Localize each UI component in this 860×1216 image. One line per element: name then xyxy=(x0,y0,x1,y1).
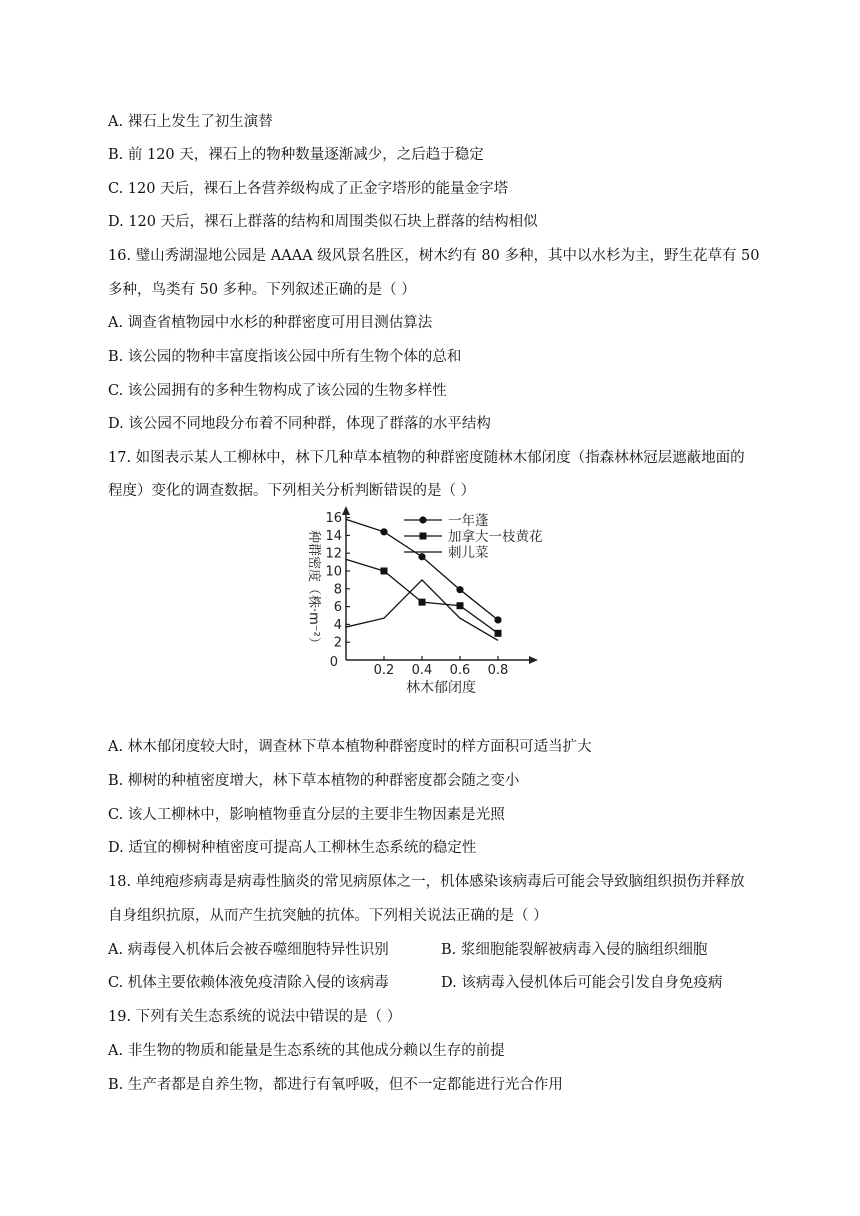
q19-option-b: B. 生产者都是自养生物，都进行有氧呼吸，但不一定都能进行光合作用 xyxy=(108,1077,563,1093)
y-tick-label-8: 16 xyxy=(325,511,342,527)
chart-legend xyxy=(404,512,543,561)
series-1-point-2 xyxy=(418,553,425,560)
series-1-point-4 xyxy=(494,616,501,623)
x-tick-label-1: 0.4 xyxy=(411,663,433,678)
y-tick-label-3: 6 xyxy=(333,600,342,616)
q16-option-d: D. 该公园不同地段分布着不同种群，体现了群落的水平结构 xyxy=(108,416,491,432)
series-1-point-3 xyxy=(456,586,463,593)
y-tick-label-4: 8 xyxy=(333,582,342,598)
q15-option-a: A. 裸石上发生了初生演替 xyxy=(108,114,273,130)
q19-option-a: A. 非生物的物质和能量是生态系统的其他成分赖以生存的前提 xyxy=(108,1043,505,1059)
series-line-3 xyxy=(346,580,498,641)
q16-option-a: A. 调查省植物园中水杉的种群密度可用目测估算法 xyxy=(108,315,433,331)
legend-label-series-2: 加拿大一枝黄花 xyxy=(448,529,543,545)
legend-label-series-1: 一年蓬 xyxy=(448,513,489,529)
population-density-chart xyxy=(296,500,566,700)
series-2-point-2 xyxy=(419,599,426,606)
x-axis-label: 林木郁闭度 xyxy=(406,680,476,696)
q19-stem: 19. 下列有关生态系统的说法中错误的是（ ） xyxy=(108,1009,402,1025)
q18-option-d: D. 该病毒入侵机体后可能会引发自身免疫病 xyxy=(441,975,723,991)
y-tick-label-5: 10 xyxy=(325,564,342,580)
q18-option-a: A. 病毒侵入机体后会被吞噬细胞特异性识别 xyxy=(108,942,389,958)
series-2-point-1 xyxy=(381,568,388,575)
q17-option-b: B. 柳树的种植密度增大，林下草本植物的种群密度都会随之变小 xyxy=(108,773,520,789)
y-axis-label: 种群密度（株·m⁻²） xyxy=(306,530,321,650)
y-tick-label-1: 2 xyxy=(333,635,342,651)
legend-marker-circle xyxy=(419,516,426,523)
series-2-point-4 xyxy=(495,630,502,637)
legend-marker-square xyxy=(420,533,427,540)
x-tick-label-3: 0.8 xyxy=(487,663,509,678)
q18-stem-line1: 18. 单纯疱疹病毒是病毒性脑炎的常见病原体之一，机体感染该病毒后可能会导致脑组织损伤并释放 xyxy=(108,874,745,890)
q18-option-b: B. 浆细胞能裂解被病毒入侵的脑组织细胞 xyxy=(441,942,708,958)
y-axis-arrow xyxy=(342,506,350,515)
q18-option-c: C. 机体主要依赖体液免疫清除入侵的该病毒 xyxy=(108,975,389,991)
legend-label-series-3: 刺儿菜 xyxy=(448,545,489,561)
x-tick-label-2: 0.6 xyxy=(449,663,471,678)
x-tick-label-0: 0.2 xyxy=(373,663,395,678)
q18-stem-line2: 自身组织抗原，从而产生抗突触的抗体。下列相关说法正确的是（ ） xyxy=(108,908,548,924)
y-tick-label-2: 4 xyxy=(333,617,342,633)
q16-option-b: B. 该公园的物种丰富度指该公园中所有生物个体的总和 xyxy=(108,349,462,365)
origin-label: 0 xyxy=(329,655,338,670)
series-1-point-1 xyxy=(380,528,387,535)
y-tick-label-7: 14 xyxy=(325,528,342,544)
q16-stem-line2: 多种，鸟类有 50 多种。下列叙述正确的是（ ） xyxy=(108,282,416,298)
x-axis-arrow xyxy=(529,656,538,664)
q16-option-c: C. 该公园拥有的多种生物构成了该公园的生物多样性 xyxy=(108,383,447,399)
q17-option-c: C. 该人工柳林中，影响植物垂直分层的主要非生物因素是光照 xyxy=(108,807,505,823)
q17-option-d: D. 适宜的柳树种植密度可提高人工柳林生态系统的稳定性 xyxy=(108,840,477,856)
q17-stem-line1: 17. 如图表示某人工柳林中，林下几种草本植物的种群密度随林木郁闭度（指森林林冠层遮蔽地面的 xyxy=(108,450,745,466)
q15-option-c: C. 120 天后，裸石上各营养级构成了正金字塔形的能量金字塔 xyxy=(108,181,509,197)
q15-option-d: D. 120 天后，裸石上群落的结构和周围类似石块上群落的结构相似 xyxy=(108,214,538,230)
series-2-point-3 xyxy=(457,602,464,609)
q15-option-b: B. 前 120 天，裸石上的物种数量逐渐减少，之后趋于稳定 xyxy=(108,147,484,163)
q17-stem-line2: 程度）变化的调查数据。下列相关分析判断错误的是（ ） xyxy=(108,483,476,499)
y-tick-label-6: 12 xyxy=(325,546,342,562)
q16-stem-line1: 16. 璧山秀湖湿地公园是 AAAA 级风景名胜区，树木约有 80 多种，其中以水杉为主，野生花草有 50 xyxy=(108,248,760,264)
q17-option-a: A. 林木郁闭度较大时，调查林下草本植物种群密度时的样方面积可适当扩大 xyxy=(108,739,592,755)
